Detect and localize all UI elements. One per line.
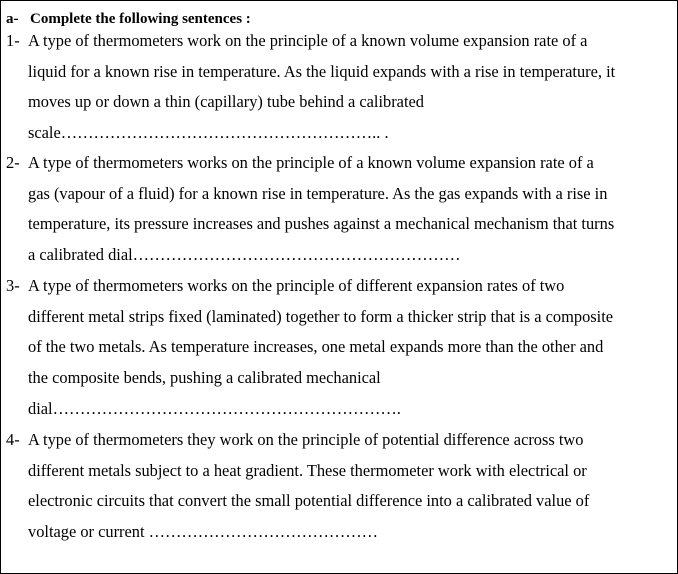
- text-line: electronic circuits that convert the small potential difference into a calibrated value of: [28, 491, 590, 511]
- answer-blank-line: scale………………………………………………….. .: [28, 123, 389, 143]
- instruction-text: Complete the following sentences :: [30, 11, 251, 27]
- answer-blank-line: voltage or current ……………………………………: [28, 522, 379, 542]
- sentence-item-4: [6, 425, 672, 548]
- item-number: 3-: [6, 276, 20, 295]
- item-text: [28, 271, 672, 425]
- item-text: [28, 26, 672, 149]
- item-number: 4-: [6, 430, 20, 449]
- sentence-item-2: [6, 148, 672, 271]
- text-line: different metals subject to a heat gradient. These thermometer work with electrical or: [28, 460, 587, 480]
- item-number: 2-: [6, 153, 20, 172]
- text-line: liquid for a known rise in temperature. As the liquid expands with a rise in temperature, it: [28, 61, 616, 81]
- item-text: [28, 148, 672, 271]
- text-line: A type of thermometers work on the principle of a known volume expansion rate of a: [28, 31, 588, 50]
- text-line: of the two metals. As temperature increases, one metal expands more than the other and: [28, 337, 604, 357]
- text-line: gas (vapour of a fluid) for a known rise in temperature. As the gas expands with a rise in: [28, 183, 608, 203]
- text-line: different metal strips fixed (laminated) together to form a thicker strip that is a composite: [28, 306, 614, 326]
- item-text: [28, 425, 672, 548]
- text-line: temperature, its pressure increases and pushes against a mechanical mechanism that turns: [28, 214, 615, 234]
- answer-blank-line: a calibrated dial……………………………………………………: [28, 245, 461, 265]
- text-line: A type of thermometers works on the principle of different expansion rates of two: [28, 276, 565, 295]
- answer-blank-line: dial……………………………………………………….: [28, 398, 401, 418]
- text-line: A type of thermometers they work on the principle of potential difference across two: [28, 430, 584, 449]
- instruction-marker: a-: [6, 11, 19, 27]
- text-line: the composite bends, pushing a calibrated mechanical: [28, 368, 381, 388]
- sentence-item-1: [6, 26, 672, 149]
- sentence-item-3: [6, 271, 672, 425]
- text-line: A type of thermometers works on the principle of a known volume expansion rate of a: [28, 153, 594, 172]
- text-line: moves up or down a thin (capillary) tube behind a calibrated: [28, 92, 424, 112]
- item-number: 1-: [6, 31, 20, 50]
